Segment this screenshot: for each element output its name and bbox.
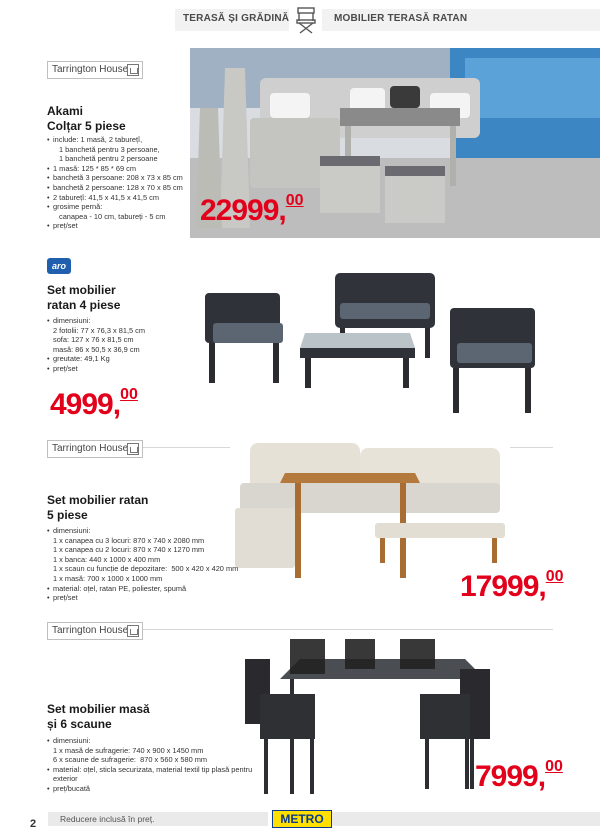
spec-item: 1 x canapea cu 3 locuri: 870 x 740 x 2080 mm: [53, 535, 205, 545]
product-title: Set mobilier ratan 5 piese: [47, 493, 149, 522]
spec-item: • dimensiuni:: [47, 526, 238, 536]
product-photo: [195, 268, 550, 418]
house-icon: [127, 625, 139, 637]
spec-item: 1 x canapea cu 2 locuri: 870 x 740 x 1270 mm: [53, 545, 205, 555]
spec-item: • dimensiuni:: [47, 736, 252, 746]
page-number: 2: [30, 818, 37, 830]
product-title: Set mobilier ratan 4 piese: [47, 283, 121, 312]
spec-item: 1 x scaun cu funcție de depozitare: 500 x 420 x 420 mm: [53, 564, 239, 574]
product-akami: [0, 0, 600, 240]
spec-item: • banchetă 2 persoane: 128 x 70 x 85 cm: [47, 183, 183, 193]
spec-item: 1 banchetă pentru 3 persoane,: [59, 144, 160, 154]
spec-item: • preț/set: [47, 593, 238, 603]
spec-item: • dimensiuni:: [47, 316, 145, 326]
spec-item: • preț/bucată: [47, 784, 252, 794]
spec-item: • preț/set: [47, 221, 183, 231]
footer-right-bar: [332, 812, 600, 826]
price-tag: 17999,00: [460, 568, 564, 603]
spec-item: 1 banchetă pentru 2 persoane: [59, 154, 158, 164]
spec-list: [47, 135, 183, 231]
footer-note: Reducere inclusă în preț.: [60, 814, 155, 824]
spec-item: 1 x banca: 440 x 1000 x 400 mm: [53, 554, 161, 564]
product-photo: [240, 634, 500, 799]
product-set-ratan-4: [0, 240, 600, 430]
spec-item: sofa: 127 x 76 x 81,5 cm: [53, 335, 134, 345]
spec-list: [47, 526, 238, 603]
house-icon: [127, 443, 139, 455]
spec-list: [47, 316, 145, 374]
product-title: Akami Colțar 5 piese: [47, 104, 126, 133]
header-subcategory: MOBILIER TERASĂ RATAN: [334, 13, 468, 24]
header-category: TERASĂ ȘI GRĂDINĂ: [183, 13, 290, 24]
metro-logo: METRO: [272, 810, 332, 828]
product-set-masa-6-scaune: [0, 620, 600, 808]
spec-item: • greutate: 49,1 Kg: [47, 354, 145, 364]
spec-item: exterior: [53, 774, 78, 784]
brand-label: Tarrington House: [47, 440, 143, 458]
spec-item: 6 x scaune de sufragerie: 870 x 560 x 580 mm: [53, 755, 208, 765]
price-tag: 4999,00: [50, 386, 138, 421]
product-title: Set mobilier masă și 6 scaune: [47, 702, 150, 731]
spec-item: canapea - 10 cm, tabureți - 5 cm: [59, 211, 166, 221]
spec-item: • 1 masă: 125 * 85 * 69 cm: [47, 164, 183, 174]
spec-item: 2 fotolii: 77 x 76,3 x 81,5 cm: [53, 325, 146, 335]
house-icon: [127, 64, 139, 76]
spec-item: • 2 taburețî: 41,5 x 41,5 x 41,5 cm: [47, 193, 183, 203]
spec-item: 1 x masă de sufragerie: 740 x 900 x 1450 mm: [53, 745, 204, 755]
spec-item: • include: 1 masă, 2 taburețî,: [47, 135, 183, 145]
product-set-ratan-5: [0, 430, 600, 620]
brand-label: Tarrington House: [47, 622, 143, 640]
spec-item: • material: oțel, ratan PE, poliester, spumă: [47, 584, 238, 594]
spec-item: • preț/set: [47, 364, 145, 374]
spec-item: masă: 86 x 50,5 x 36,9 cm: [53, 344, 140, 354]
spec-list: [47, 736, 252, 794]
price-tag: 22999,00: [200, 192, 304, 227]
spec-item: 1 x masă: 700 x 1000 x 1000 mm: [53, 573, 163, 583]
price-tag: 7999,00: [475, 758, 563, 793]
spec-item: • material: oțel, sticla securizata, material textil tip plasă pentru: [47, 765, 252, 775]
spec-item: • grosime pernă:: [47, 202, 183, 212]
spec-item: • banchetă 3 persoane: 208 x 73 x 85 cm: [47, 173, 183, 183]
aro-logo: aro: [47, 258, 71, 274]
brand-label: Tarrington House: [47, 61, 143, 79]
